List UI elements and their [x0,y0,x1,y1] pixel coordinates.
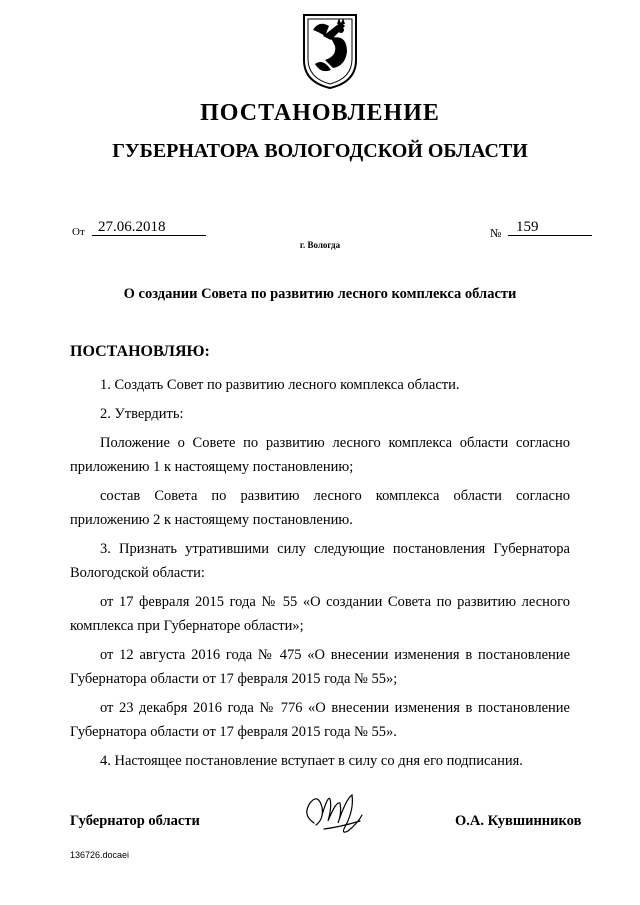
city-label: г. Вологда [299,240,341,250]
signatory-position: Губернатор области [70,813,200,829]
file-reference: 136726.docaei [70,850,130,860]
paragraph-8: от 23 декабря 2016 года № 776 «О внесении изменения в постановление Губернатора области от 17 февраля 2015 года № 55». [70,700,570,740]
signatory-name: О.А. Кувшинников [455,813,582,829]
date-prefix: От [72,226,85,238]
paragraph-2: 2. Утвердить: [100,406,184,422]
coat-of-arms-emblem [301,12,359,90]
decree-word: ПОСТАНОВЛЯЮ: [70,343,210,360]
document-subject: О создании Совета по развитию лесного комплекса области [123,286,517,302]
document-number: 159 [508,219,592,236]
paragraph-7: от 12 августа 2016 года № 475 «О внесении изменения в постановление Губернатора области от 17 февраля 2015 года № 55»; [70,647,570,687]
paragraph-9: 4. Настоящее постановление вступает в силу со дня его подписания. [100,753,523,769]
document-subtitle: ГУБЕРНАТОРА ВОЛОГОДСКОЙ ОБЛАСТИ [112,140,528,162]
document-body [70,373,570,773]
paragraph-1: 1. Создать Совет по развитию лесного комплекса области. [100,377,460,393]
number-prefix: № [490,226,502,240]
paragraph-5: 3. Признать утратившими силу следующие постановления Губернатора Вологодской области: [70,541,570,581]
handwritten-signature [300,785,380,840]
paragraph-4: состав Совета по развитию лесного комплекса области согласно приложению 2 к настоящему постановлению. [70,488,570,528]
paragraph-3: Положение о Совете по развитию лесного комплекса области согласно приложению 1 к настоящему постановлению; [70,435,570,475]
document-title: ПОСТАНОВЛЕНИЕ [200,100,440,126]
document-date: 27.06.2018 [92,219,206,236]
paragraph-6: от 17 февраля 2015 года № 55 «О создании Совета по развитию лесного комплекса при Губернаторе области»; [70,594,570,634]
